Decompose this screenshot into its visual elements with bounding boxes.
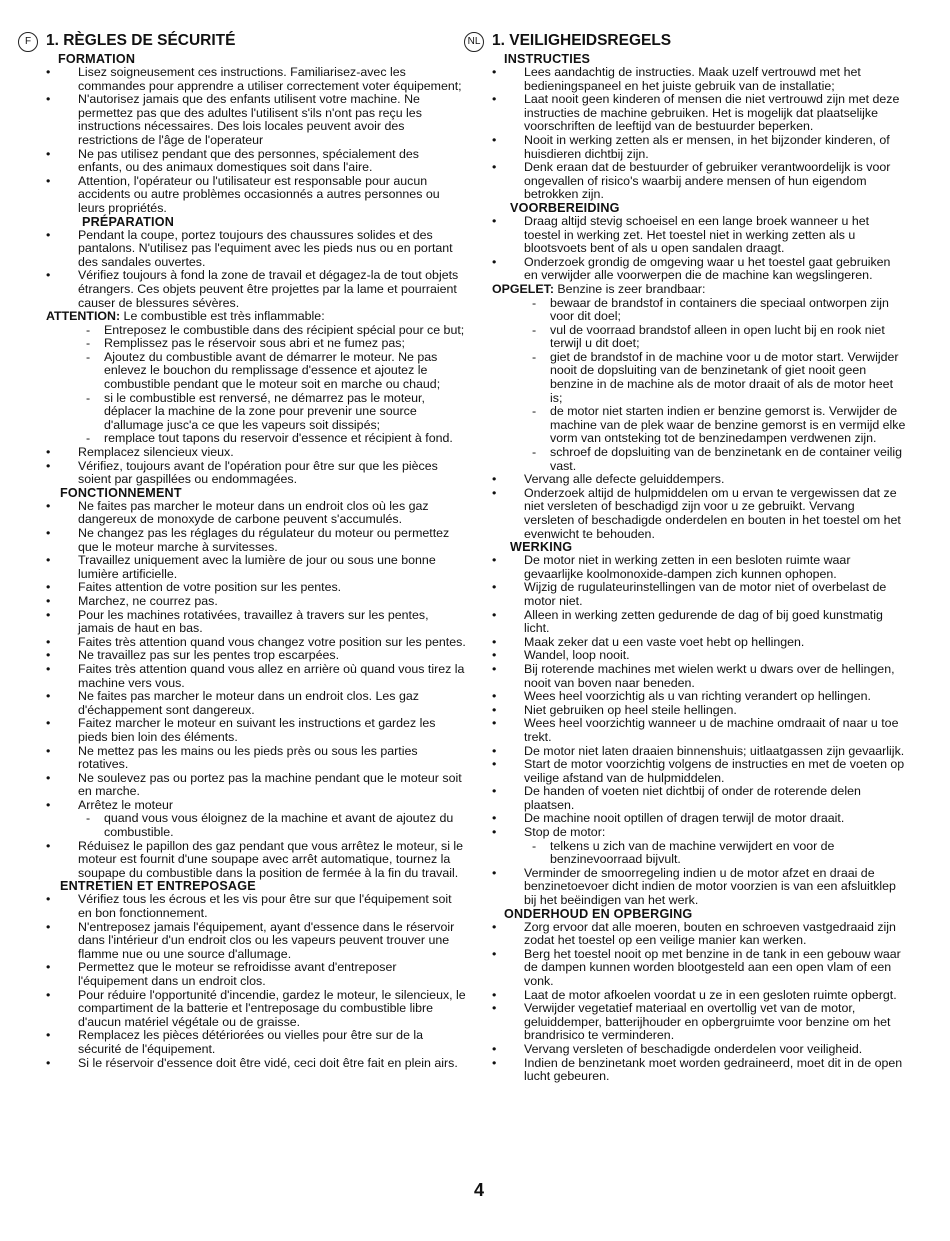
list-item: • Ne pas utilisez pendant que des personnes, spécialement des enfants, ou des animaux domestiques soit dans l'aire. xyxy=(46,148,466,175)
list-item: • De motor niet laten draaien binnenshuis; uitlaatgassen zijn gevaarlijk. xyxy=(492,745,906,759)
list-item: • Faites très attention quand vous changez votre position sur les pentes. xyxy=(46,636,466,650)
section-heading: PRÉPARATION xyxy=(82,214,174,229)
list-item: • Remplacez les pièces détériorées ou vielles pour être sur de la sécurité de l'équipement. xyxy=(46,1029,466,1056)
list-item: • Si le réservoir d'essence doit être vidé, ceci doit être fait en plein airs. xyxy=(46,1057,466,1071)
list-item: • Wees heel voorzichtig wanneer u de machine omdraait of naar u toe trekt. xyxy=(492,717,906,744)
dash-item: - de motor niet starten indien er benzine gemorst is. Verwijder de machine van de plek waar de benzine gemorst is en vermijd elke vorm van ontsteking tot de benzinedampen verdwenen zijn. xyxy=(492,405,906,446)
dutch-column xyxy=(467,30,906,1084)
list-item: • Vérifiez tous les écrous et les vis pour être sur que l'équipement soit en bon fonctionnement. xyxy=(46,893,466,920)
list-item: • Ne changez pas les réglages du régulateur du moteur ou permettez que le moteur marche à survitesses. xyxy=(46,527,466,554)
page-number: 4 xyxy=(474,1180,485,1200)
section-heading: WERKING xyxy=(510,540,573,555)
bullet-list xyxy=(46,893,466,1070)
list-item: • Bij roterende machines met wielen werkt u dwars over de hellingen, nooit van boven naar beneden. xyxy=(492,663,906,690)
french-content xyxy=(46,53,466,1070)
bullet-list xyxy=(46,66,466,216)
bullet-list xyxy=(46,500,466,813)
bullet-list xyxy=(46,446,466,487)
dash-item: - telkens u zich van de machine verwijdert en voor de benzinevoorraad bijvult. xyxy=(492,840,906,867)
list-item: • Draag altijd stevig schoeisel en een lange broek wanneer u het toestel in werking zet. Het toestel niet in werking zetten als u blootsvoets bent of als u open sandalen draagt. xyxy=(492,215,906,256)
list-item: • Zorg ervoor dat alle moeren, bouten en schroeven vastgedraaid zijn zodat het toestel op een veilige manier kan werken. xyxy=(492,921,906,948)
dash-item: - remplace tout tapons du reservoir d'essence et récipient à fond. xyxy=(46,432,466,446)
list-item: • N'entreposez jamais l'équipement, ayant d'essence dans le réservoir dans l'intérieur d'un endroit clos ou les vapeurs peuvent trouver une flamme nue ou une source d'allumage. xyxy=(46,921,466,962)
section-title-fr: 1. RÈGLES DE SÉCURITÉ xyxy=(46,32,236,49)
bullet-list xyxy=(492,473,906,541)
list-item: • Ne faites pas marcher le moteur dans un endroit clos. Les gaz d'échappement sont dangereux. xyxy=(46,690,466,717)
bullet-list xyxy=(46,840,466,881)
list-item: • Indien de benzinetank moet worden gedraineerd, moet dit in de open lucht gebeuren. xyxy=(492,1057,906,1084)
dash-item: - Ajoutez du combustible avant de démarrer le moteur. Ne pas enlevez le bouchon du remplissage d'essence et ajoutez le combustible pendant que le moteur soit en marche ou chaud; xyxy=(46,351,466,392)
list-item: • Laat nooit geen kinderen of mensen die niet vertrouwd zijn met deze instructies de machine gebruiken. Het is mogelijk dat plaatselijke voorschriften de leeftijd van de bestuurder beperken. xyxy=(492,93,906,134)
bullet-list xyxy=(492,867,906,908)
list-item: • Ne soulevez pas ou portez pas la machine pendant que le moteur soit en marche. xyxy=(46,772,466,799)
dash-list xyxy=(46,324,466,446)
dash-item: - Remplissez pas le réservoir sous abri et ne fumez pas; xyxy=(46,337,466,351)
list-item: • Lisez soigneusement ces instructions. Familiarisez-avec les commandes pour apprendre a utiliser correctement voter équipement; xyxy=(46,66,466,93)
list-item: • Alleen in werking zetten gedurende de dag of bij goed kunstmatig licht. xyxy=(492,609,906,636)
list-item: • Denk eraan dat de bestuurder of gebruiker verantwoordelijk is voor ongevallen of risico's waarbij andere mensen of hun eigendom betrokken zijn. xyxy=(492,161,906,202)
list-item: • Faites attention de votre position sur les pentes. xyxy=(46,581,466,595)
list-item: • Vervang alle defecte geluiddempers. xyxy=(492,473,906,487)
section-heading: ENTRETIEN ET ENTREPOSAGE xyxy=(60,879,256,894)
list-item: • Pour les machines rotativées, travaillez à travers sur les pentes, jamais de haut en bas. xyxy=(46,609,466,636)
dutch-content xyxy=(492,53,906,1084)
dash-item: - bewaar de brandstof in containers die speciaal ontworpen zijn voor dit doel; xyxy=(492,297,906,324)
list-item: • Verminder de smoorregeling indien u de motor afzet en draai de benzinetoevoer dicht indien de motor voorzien is van een afsluitklep bij het beëindigen van het werk. xyxy=(492,867,906,908)
list-item: • Onderzoek altijd de hulpmiddelen om u ervan te vergewissen dat ze niet versleten of beschadigd zijn voor u ze gebruikt. Vervang versleten of beschadigde onderdelen en bouten in het toestel om het evenwicht te behouden. xyxy=(492,487,906,541)
warning-text: Le combustible est très inflammable: xyxy=(120,309,325,324)
list-item: • Pendant la coupe, portez toujours des chaussures solides et des pantalons. N'utilisez pas l'equiment avec les pieds nus ou en portant des sandales ouvertes. xyxy=(46,229,466,270)
list-item: • Attention, l'opérateur ou l'utilisateur est responsable pour aucun accidents ou autre problèmes occasionnés a autres personnes ou leurs propriétés. xyxy=(46,175,466,216)
list-item: • Travaillez uniquement avec la lumière de jour ou sous une bonne lumière artificielle. xyxy=(46,554,466,581)
list-item: • Réduisez le papillon des gaz pendant que vous arrêtez le moteur, si le moteur est fournit d'une soupape avec arrêt automatique, tournez la soupape du combustible dans la position de fermée à la fin du travail. xyxy=(46,840,466,881)
list-item: • Maak zeker dat u een vaste voet hebt op hellingen. xyxy=(492,636,906,650)
list-item: • Lees aandachtig de instructies. Maak uzelf vertrouwd met het bedieningspaneel en het juiste gebruik van de installatie; xyxy=(492,66,906,93)
list-item: • De handen of voeten niet dichtbij of onder de roterende delen plaatsen. xyxy=(492,785,906,812)
warning-line xyxy=(492,283,906,297)
section-heading: INSTRUCTIES xyxy=(504,52,591,66)
bullet-list xyxy=(492,921,906,1084)
list-item: • Ne faites pas marcher le moteur dans un endroit clos où les gaz dangereux de monoxyde de carbone peuvent s'accumulés. xyxy=(46,500,466,527)
list-item: • Vérifiez toujours à fond la zone de travail et dégagez-la de tout objets étrangers. Ces objets peuvent être projettes par la lame et pourraient causer de blessures sévères. xyxy=(46,269,466,310)
language-badge-fr: F xyxy=(18,32,38,52)
section-heading: FONCTIONNEMENT xyxy=(60,485,182,500)
dash-item: - si le combustible est renversé, ne démarrez pas le moteur, déplacer la machine de la zone pour prevenir une source d'allumage jusc'a ce que les vapeurs soit dissipés; xyxy=(46,392,466,433)
list-item: • Berg het toestel nooit op met benzine in de tank in een gebouw waar de dampen kunnen worden blootgesteld aan een open vlam of een vonk. xyxy=(492,948,906,989)
list-item: • Verwijder vegetatief materiaal en overtollig vet van de motor, geluiddemper, batterijhouder en opbergruimte voor benzine om het brandrisico te verminderen. xyxy=(492,1002,906,1043)
warning-text: Benzine is zeer brandbaar: xyxy=(553,281,706,296)
list-item: • Faitez marcher le moteur en suivant les instructions et gardez les pieds bien loin des éléments. xyxy=(46,717,466,744)
section-heading: ONDERHOUD EN OPBERGING xyxy=(504,906,693,921)
dash-item: - quand vous vous éloignez de la machine et avant de ajoutez du combustible. xyxy=(46,812,466,839)
list-item: • Vervang versleten of beschadigde onderdelen voor veiligheid. xyxy=(492,1043,906,1057)
list-item: • Wandel, loop nooit. xyxy=(492,649,906,663)
warning-label: OPGELET: xyxy=(492,281,554,296)
list-item: • Laat de motor afkoelen voordat u ze in een gesloten ruimte opbergt. xyxy=(492,989,906,1003)
bullet-list xyxy=(492,66,906,202)
list-item: • Start de motor voorzichtig volgens de instructies en met de voeten op veilige afstand van de hulpmiddelen. xyxy=(492,758,906,785)
list-item: • Pour réduire l'opportunité d'incendie, gardez le moteur, le silencieux, le compartiment de la batterie et l'entreposage du combustible libre d'aucun matériel végétale ou de graisse. xyxy=(46,989,466,1030)
dash-item: - giet de brandstof in de machine voor u de motor start. Verwijder nooit de dopsluiting van de benzinetank of giet nooit geen benzine in de machine als de motor draait of als de motor heet is; xyxy=(492,351,906,405)
list-item: • Ne travaillez pas sur les pentes trop escarpées. xyxy=(46,649,466,663)
list-item: • Faites très attention quand vous allez en arrière où quand vous tirez la machine vers vous. xyxy=(46,663,466,690)
list-item: • Wees heel voorzichtig als u van richting verandert op hellingen. xyxy=(492,690,906,704)
list-item: • De motor niet in werking zetten in een besloten ruimte waar gevaarlijke koolmonoxide-dampen zich kunnen ophopen. xyxy=(492,554,906,581)
list-item: • De machine nooit optillen of dragen terwijl de motor draait. xyxy=(492,812,906,826)
list-item: • Wijzig de rugulateurinstellingen van de motor niet of overbelast de motor niet. xyxy=(492,581,906,608)
french-column xyxy=(24,30,466,1070)
section-heading: VOORBEREIDING xyxy=(510,200,620,215)
language-badge-nl: NL xyxy=(464,32,484,52)
list-item: • Nooit in werking zetten als er mensen, in het bijzonder kinderen, of huisdieren dichtbij zijn. xyxy=(492,134,906,161)
list-item: • Remplacez silencieux vieux. xyxy=(46,446,466,460)
list-item: • Stop de motor: xyxy=(492,826,906,840)
dash-item: - vul de voorraad brandstof alleen in open lucht bij en rook niet terwijl u dit doet; xyxy=(492,324,906,351)
list-item: • Arrêtez le moteur xyxy=(46,799,466,813)
list-item: • Niet gebruiken op heel steile hellingen. xyxy=(492,704,906,718)
dash-list xyxy=(492,840,906,867)
list-item: • Vérifiez, toujours avant de l'opération pour être sur que les pièces soient par gaspillées ou endommagées. xyxy=(46,460,466,487)
dash-item: - Entreposez le combustible dans des récipient spécial pour ce but; xyxy=(46,324,466,338)
list-item: • Marchez, ne courrez pas. xyxy=(46,595,466,609)
dash-item: - schroef de dopsluiting van de benzinetank en de container veilig vast. xyxy=(492,446,906,473)
section-heading: FORMATION xyxy=(58,52,136,66)
section-title-nl: 1. VEILIGHEIDSREGELS xyxy=(492,32,672,49)
warning-label: ATTENTION: xyxy=(46,309,121,324)
bullet-list xyxy=(46,229,466,311)
list-item: • Ne mettez pas les mains ou les pieds près ou sous les parties rotatives. xyxy=(46,745,466,772)
list-item: • Permettez que le moteur se refroidisse avant d'entreposer l'équipement dans un endroit clos. xyxy=(46,961,466,988)
dash-list xyxy=(492,297,906,474)
list-item: • Onderzoek grondig de omgeving waar u het toestel gaat gebruiken en verwijder alle voorwerpen die de machine kan wegslingeren. xyxy=(492,256,906,283)
bullet-list xyxy=(492,215,906,283)
list-item: • N'autorisez jamais que des enfants utilisent votre machine. Ne permettez pas que des adultes l'utilisent s'ils n'ont pas reçu les instructions nécessaires. Des lois locales peuvent avoir des restrictions de l'âge de l'operateur xyxy=(46,93,466,147)
dash-list xyxy=(46,812,466,839)
bullet-list xyxy=(492,554,906,839)
warning-line xyxy=(46,310,466,324)
